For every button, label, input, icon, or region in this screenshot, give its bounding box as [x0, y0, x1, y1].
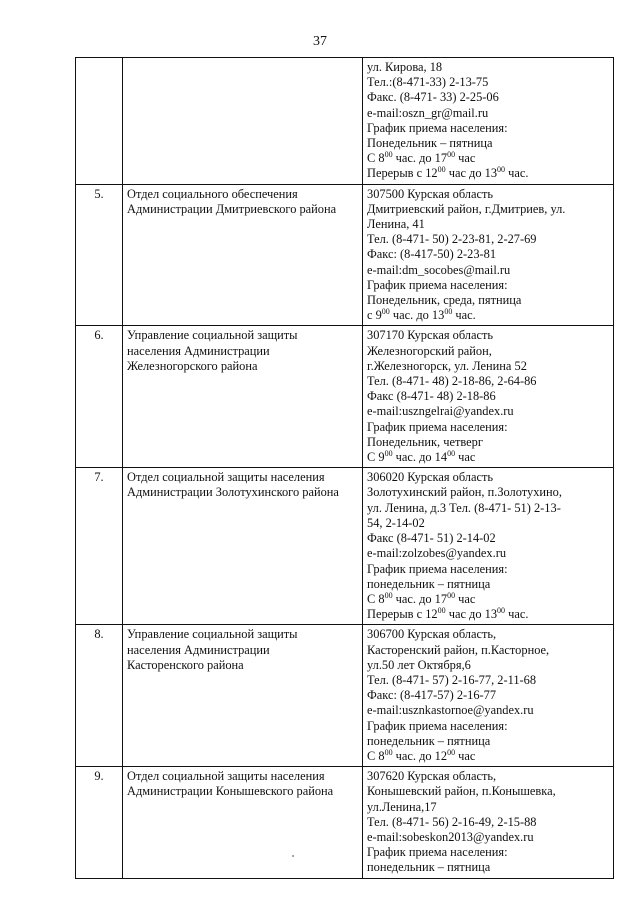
- organization-line: Управление социальной защиты: [127, 328, 298, 343]
- organization-line: Отдел социальной защиты населения: [127, 470, 325, 485]
- hours-superscript: 00: [381, 307, 390, 317]
- contact-line: понедельник – пятница: [367, 860, 491, 875]
- contact-details: [363, 468, 614, 625]
- contact-line: Тел. (8-471- 56) 2-16-49, 2-15-88: [367, 814, 537, 829]
- contact-details: [363, 326, 614, 468]
- email-line: e-mail:usznkastornoe@yandex.ru: [367, 703, 534, 718]
- hours-text: с 9: [367, 308, 382, 323]
- hours-superscript: 00: [384, 150, 393, 160]
- contact-details: [363, 58, 614, 185]
- contact-line: График приема населения:: [367, 845, 508, 860]
- table-row: [76, 184, 614, 326]
- hours-text: час. до 13: [389, 308, 445, 323]
- hours-superscript: 00: [437, 605, 446, 615]
- hours-text: С 8: [367, 591, 385, 606]
- hours-text: час.: [452, 308, 476, 323]
- hours-text: С 8: [367, 748, 385, 763]
- contact-line: График приема населения:: [367, 718, 508, 733]
- contact-details: [363, 625, 614, 767]
- hours-text: Перерыв с 12: [367, 166, 438, 181]
- hours-text: час: [455, 450, 476, 465]
- hours-text: час. до 17: [392, 151, 448, 166]
- hours-text: час.: [505, 166, 529, 181]
- contact-line: Понедельник – пятница: [367, 136, 493, 151]
- hours-superscript: 00: [497, 605, 506, 615]
- contact-line: Золотухинский район, п.Золотухино,: [367, 485, 562, 500]
- schedule-hours-line: [367, 151, 609, 166]
- schedule-hours-line: [367, 592, 609, 607]
- organization-name: [123, 326, 363, 468]
- contact-line: Тел. (8-471- 57) 2-16-77, 2-11-68: [367, 672, 537, 687]
- schedule-hours-line: [367, 607, 609, 622]
- contact-line: Тел. (8-471- 48) 2-18-86, 2-64-86: [367, 374, 537, 389]
- organization-name: [123, 184, 363, 326]
- contact-line: г.Железногорск, ул. Ленина 52: [367, 358, 527, 373]
- contact-line: График приема населения:: [367, 120, 508, 135]
- contact-line: Железногорский район,: [367, 343, 492, 358]
- hours-text: час.: [505, 607, 529, 622]
- schedule-hours-line: [367, 166, 609, 181]
- email-line: e-mail:oszn_gr@mail.ru: [367, 105, 489, 120]
- organization-line: Отдел социального обеспечения: [127, 186, 298, 201]
- hours-text: С 8: [367, 151, 385, 166]
- organization-line: населения Администрации: [127, 343, 270, 358]
- row-number: [76, 58, 123, 185]
- email-line: e-mail:uszngelrai@yandex.ru: [367, 404, 514, 419]
- contact-line: Факс (8-471- 48) 2-18-86: [367, 389, 496, 404]
- hours-superscript: 00: [384, 747, 393, 757]
- offices-table: [75, 57, 614, 879]
- organization-line: Отдел социальной защиты населения: [127, 769, 325, 784]
- contact-line: Факс. (8-471- 33) 2-25-06: [367, 90, 499, 105]
- contact-line: ул. Ленина, д.3 Тел. (8-471- 51) 2-13-: [367, 500, 561, 515]
- contact-line: Касторенский район, п.Касторное,: [367, 642, 550, 657]
- hours-text: час. до 17: [392, 591, 448, 606]
- contact-line: Факс (8-471- 51) 2-14-02: [367, 531, 496, 546]
- contact-line: Ленина, 41: [367, 217, 425, 232]
- contact-details: [363, 184, 614, 326]
- contact-line: Конышевский район, п.Конышевка,: [367, 784, 556, 799]
- schedule-hours-line: [367, 308, 609, 323]
- contact-line: Дмитриевский район, г.Дмитриев, ул.: [367, 201, 566, 216]
- contact-line: 306700 Курская область,: [367, 627, 497, 642]
- contact-line: понедельник – пятница: [367, 576, 491, 591]
- contact-line: Факс: (8-417-50) 2-23-81: [367, 247, 497, 262]
- hours-text: час: [455, 591, 476, 606]
- contact-line: График приема населения:: [367, 277, 508, 292]
- hours-text: Перерыв с 12: [367, 607, 438, 622]
- hours-superscript: 00: [447, 150, 456, 160]
- hours-superscript: 00: [384, 448, 393, 458]
- hours-text: час. до 14: [392, 450, 448, 465]
- table-row: [76, 326, 614, 468]
- contact-line: Понедельник, четверг: [367, 434, 483, 449]
- schedule-hours-line: [367, 749, 609, 764]
- row-number: 5.: [76, 184, 123, 326]
- contact-line: 306020 Курская область: [367, 470, 494, 485]
- organization-line: Железногорского района: [127, 358, 258, 373]
- contact-line: 307170 Курская область: [367, 328, 494, 343]
- contact-line: 307620 Курская область,: [367, 769, 497, 784]
- contact-line: График приема населения:: [367, 561, 508, 576]
- hours-superscript: 00: [437, 165, 446, 175]
- contact-line: ул.Ленина,17: [367, 799, 437, 814]
- table-row: [76, 767, 614, 878]
- hours-superscript: 00: [384, 590, 393, 600]
- hours-superscript: 00: [497, 165, 506, 175]
- email-line: e-mail:zolzobes@yandex.ru: [367, 546, 507, 561]
- table-row: [76, 468, 614, 625]
- hours-superscript: 00: [444, 307, 453, 317]
- table-row: [76, 58, 614, 185]
- page-number: 37: [313, 34, 327, 49]
- contact-line: 307500 Курская область: [367, 186, 494, 201]
- hours-superscript: 00: [447, 747, 456, 757]
- contact-line: График приема населения:: [367, 419, 508, 434]
- hours-text: С 9: [367, 450, 385, 465]
- contact-line: Понедельник, среда, пятница: [367, 293, 522, 308]
- hours-text: час: [455, 748, 476, 763]
- hours-superscript: 00: [447, 448, 456, 458]
- email-line: e-mail:sobeskon2013@yandex.ru: [367, 829, 534, 844]
- organization-name: [123, 767, 363, 878]
- organization-line: Администрации Дмитриевского района: [127, 201, 337, 216]
- hours-text: час до 13: [445, 166, 498, 181]
- contact-details: [363, 767, 614, 878]
- contact-line: ул. Кирова, 18: [367, 60, 443, 74]
- organization-line: Управление социальной защиты: [127, 627, 298, 642]
- table-row: [76, 625, 614, 767]
- organization-name: [123, 58, 363, 185]
- hours-superscript: 00: [447, 590, 456, 600]
- row-number: 6.: [76, 326, 123, 468]
- organization-name: [123, 625, 363, 767]
- contact-line: Факс: (8-417-57) 2-16-77: [367, 688, 497, 703]
- scan-speck: [292, 855, 294, 857]
- email-line: e-mail:dm_socobes@mail.ru: [367, 262, 511, 277]
- offices-table-body: [76, 58, 614, 879]
- hours-text: час: [455, 151, 476, 166]
- row-number: 8.: [76, 625, 123, 767]
- organization-line: Касторенского района: [127, 657, 244, 672]
- hours-text: час до 13: [445, 607, 498, 622]
- contact-line: понедельник – пятница: [367, 733, 491, 748]
- schedule-hours-line: [367, 450, 609, 465]
- organization-line: населения Администрации: [127, 642, 270, 657]
- contact-line: ул.50 лет Октября,6: [367, 657, 471, 672]
- contact-line: Тел.:(8-471-33) 2-13-75: [367, 75, 489, 90]
- hours-text: час. до 12: [392, 748, 448, 763]
- organization-line: Администрации Конышевского района: [127, 784, 334, 799]
- organization-name: [123, 468, 363, 625]
- row-number: 9.: [76, 767, 123, 878]
- contact-line: 54, 2-14-02: [367, 515, 425, 530]
- contact-line: Тел. (8-471- 50) 2-23-81, 2-27-69: [367, 232, 537, 247]
- organization-line: Администрации Золотухинского района: [127, 485, 339, 500]
- row-number: 7.: [76, 468, 123, 625]
